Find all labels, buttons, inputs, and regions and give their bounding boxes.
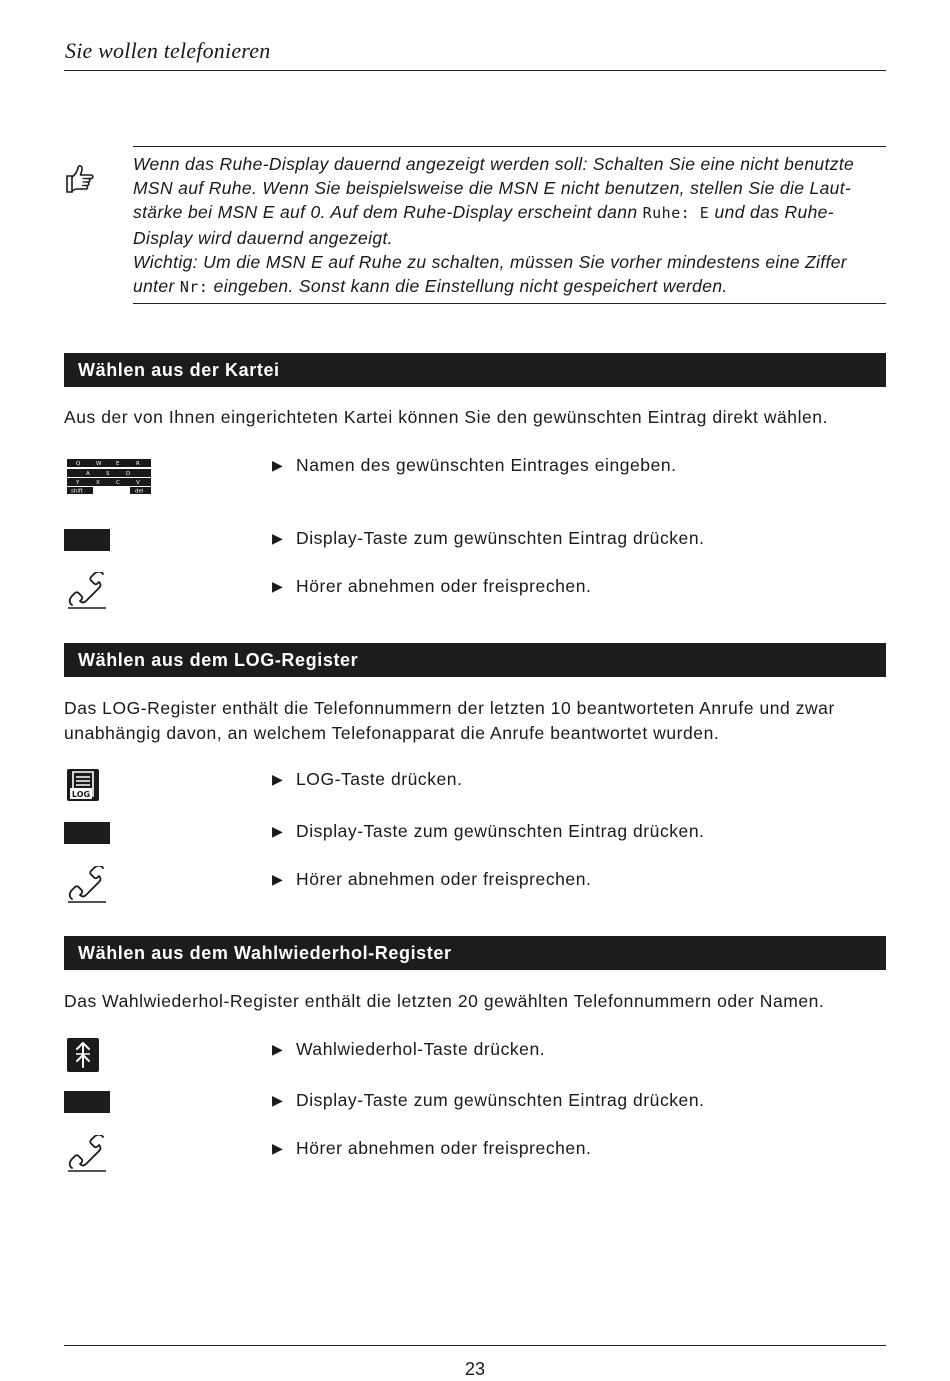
step-text: LOG-Taste drücken. <box>296 769 463 789</box>
note-line: MSN auf Ruhe. Wenn Sie beispielsweise die MSN E nicht benutzen, stellen Sie die Laut- <box>133 178 852 199</box>
step-marker: ▶ <box>272 530 284 546</box>
keyboard-key-w: W <box>96 461 102 468</box>
step-text: Hörer abnehmen oder freisprechen. <box>296 1138 592 1158</box>
keyboard-key-shift: shift <box>71 488 83 495</box>
step-marker: ▶ <box>272 771 284 787</box>
step-text: Namen des gewünschten Eintrages eingeben. <box>296 455 677 475</box>
section-intro-wahlwiederhol: Das Wahlwiederhol-Register enthält die letzten 20 gewählten Telefonnummern oder Namen. <box>64 991 825 1011</box>
log-key-label: LOG <box>71 790 91 799</box>
step-marker: ▶ <box>272 871 284 887</box>
step-log-1 <box>272 769 463 790</box>
note-line: und das Ruhe- <box>709 202 834 223</box>
redial-key-icon <box>67 1038 99 1072</box>
note-line: Wenn das Ruhe-Display dauernd angezeigt werden soll: Schalten Sie eine nicht benutzte <box>133 154 855 174</box>
lcd-text-ruhe: Ruhe: E <box>642 204 710 223</box>
keyboard-key-r: R <box>136 461 140 468</box>
pointing-hand-icon <box>64 160 104 196</box>
footer-rule <box>64 1345 886 1346</box>
note-line: Display wird dauernd angezeigt. <box>133 227 393 248</box>
display-key-icon <box>64 1091 110 1113</box>
keyboard-key-v: V <box>136 480 140 487</box>
keyboard-key-q: Q <box>76 461 81 468</box>
step-wahlwiederhol-3 <box>272 1138 591 1159</box>
step-wahlwiederhol-1 <box>272 1039 545 1060</box>
step-text: Display-Taste zum gewünschten Eintrag drücken. <box>296 1090 705 1110</box>
step-wahlwiederhol-2 <box>272 1090 705 1111</box>
note-line: unter <box>133 276 180 297</box>
step-marker: ▶ <box>272 1140 284 1156</box>
keyboard-icon <box>64 457 154 495</box>
step-text: Display-Taste zum gewünschten Eintrag drücken. <box>296 528 705 548</box>
note-line: eingeben. Sonst kann die Einstellung nicht gespeichert werden. <box>208 276 728 297</box>
keyboard-key-y: Y <box>76 480 80 487</box>
step-marker: ▶ <box>272 578 284 594</box>
keyboard-key-s: S <box>106 471 110 478</box>
keyboard-key-d: D <box>126 471 131 478</box>
note-top-rule <box>133 146 886 147</box>
header-rule <box>64 70 886 71</box>
note-line: stärke bei MSN E auf 0. Auf dem Ruhe-Display erscheint dann <box>133 202 643 223</box>
section-heading-wahlwiederhol: Wählen aus dem Wahlwiederhol-Register <box>64 936 886 970</box>
note-bottom-rule <box>133 303 886 304</box>
note-text <box>133 152 873 299</box>
keyboard-key-x: X <box>96 480 100 487</box>
keyboard-key-e: E <box>116 461 120 468</box>
step-marker: ▶ <box>272 823 284 839</box>
step-kartei-1 <box>272 455 677 476</box>
log-key-icon <box>66 768 100 802</box>
display-key-icon <box>64 822 110 844</box>
step-text: Wahlwiederhol-Taste drücken. <box>296 1039 546 1059</box>
step-kartei-3 <box>272 576 591 597</box>
note-line: Wichtig: Um die MSN E auf Ruhe zu schalten, müssen Sie vorher mindestens eine Ziffer <box>133 251 847 272</box>
keyboard-key-del: del <box>135 488 144 495</box>
step-marker: ▶ <box>272 457 284 473</box>
step-marker: ▶ <box>272 1041 284 1057</box>
section-heading-log: Wählen aus dem LOG-Register <box>64 643 886 677</box>
step-log-2 <box>272 821 705 842</box>
page-header-title: Sie wollen telefonieren <box>65 38 271 63</box>
section-intro-kartei: Aus der von Ihnen eingerichteten Kartei können Sie den gewünschten Eintrag direkt wählen. <box>64 407 828 427</box>
keyboard-key-c: C <box>116 480 120 487</box>
handset-icon <box>66 572 114 610</box>
handset-icon <box>66 866 114 904</box>
step-marker: ▶ <box>272 1092 284 1108</box>
step-log-3 <box>272 869 591 890</box>
step-text: Hörer abnehmen oder freisprechen. <box>296 869 592 889</box>
section-intro-log: Das LOG-Register enthält die Telefonnummern der letzten 10 beantworteten Anrufe und zwar unabhängig davon, an welchem Telefonapparat die Anrufe beantwortet wurden. <box>64 698 835 743</box>
step-text: Hörer abnehmen oder freisprechen. <box>296 576 592 596</box>
step-text: Display-Taste zum gewünschten Eintrag drücken. <box>296 821 705 841</box>
handset-icon <box>66 1135 114 1173</box>
step-kartei-2 <box>272 528 705 549</box>
section-heading-kartei: Wählen aus der Kartei <box>64 353 886 387</box>
page-number: 23 <box>464 1359 486 1379</box>
display-key-icon <box>64 529 110 551</box>
lcd-text-nr: Nr: <box>179 278 209 297</box>
keyboard-key-a: A <box>86 471 90 478</box>
